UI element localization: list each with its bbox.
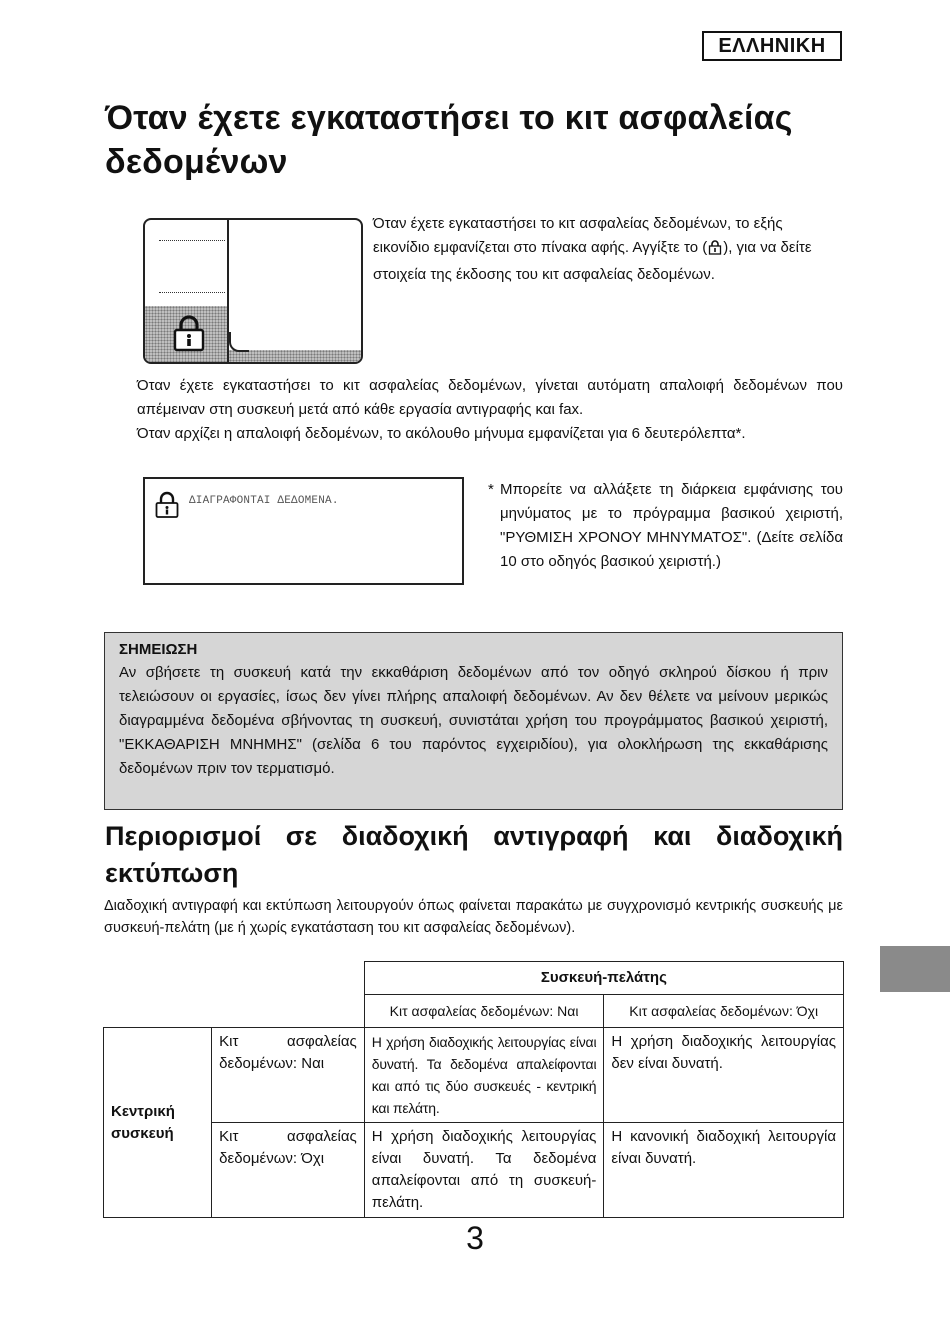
intro-paragraph: Όταν έχετε εγκαταστήσει το κιτ ασφαλείας δεδομένων, το εξής εικονίδιο εμφανίζεται στο πίνακα αφής. Αγγίξτε το ( ), για να δείτε στοιχεία της έκδοσης του κιτ ασφαλείας δεδομένων. [373, 215, 812, 283]
client-kit-no-header: Κιτ ασφαλείας δεδομένων: Όχι [604, 995, 844, 1028]
page-title: Όταν έχετε εγκαταστήσει το κιτ ασφαλείας δεδομένων [105, 99, 793, 181]
table-empty-corner [104, 995, 365, 1028]
panel-screen-corner [229, 332, 249, 352]
section-intro: Διαδοχική αντιγραφή και εκτύπωση λειτουργούν όπως φαίνεται παρακάτω με συγχρονισμό κεντρικής συσκευής με συσκευή-πελάτη (με ή χωρίς εγκατάσταση του κιτ ασφαλείας δεδομένων). [104, 898, 843, 936]
section-title: Περιορισμοί σε διαδοχική αντιγραφή και διαδοχική εκτύπωση [105, 821, 843, 888]
table-header-row [104, 962, 844, 995]
master-kit-no-header: Κιτ ασφαλείας δεδομένων: Όχι [212, 1123, 365, 1218]
cell-no-yes: Η χρήση διαδοχικής λειτουργίας είναι δυνατή. Τα δεδομένα απαλείφονται από τη συσκευή-πελάτη. [364, 1123, 604, 1218]
table-subheader-row [104, 995, 844, 1028]
footnote-marker: * [488, 481, 494, 498]
clearing-message-box [143, 477, 464, 585]
clearing-message-text: ΔΙΑΓΡΑΦΟΝΤΑΙ ΔΕΔΟΜΕΝΑ. [189, 495, 339, 507]
note-title: ΣΗΜΕΙΩΣΗ [119, 641, 198, 658]
panel-left-column [145, 220, 229, 362]
note-body: Αν σβήσετε τη συσκευή κατά την εκκαθάριση δεδομένων από τον οδηγό σκληρού δίσκου ή πριν τελειώσουν οι εργασίες, ίσως δεν γίνει πλήρης απαλοιφή δεδομένων. Αν δεν θέλετε να μείνουν μερικώς διαγραμμένα δεδομένα σβήνοντας τη συσκευή, συνιστάται χρήση του προγράμματος βασικού χειριστή, "ΕΚΚΑΘΑΡΙΣΗ ΜΝΗΜΗΣ" (σελίδα 6 του παρόντος εγχειριδίου), για ολοκλήρωση της εκκαθάρισης δεδομένων πριν τον τερματισμό. [119, 664, 828, 777]
table-empty-corner [104, 962, 365, 995]
footnote-text: Μπορείτε να αλλάξετε τη διάρκεια εμφάνισης του μηνύματος με το πρόγραμμα βασικού χειριστή, "ΡΥΘΜΙΣΗ ΧΡΟΝΟΥ ΜΗΝΥΜΑΤΟΣ". (Δείτε σελίδα 10 στο οδηγός βασικού χειριστή.) [500, 481, 843, 570]
cell-no-no: Η κανονική διαδοχική λειτουργία είναι δυνατή. [604, 1123, 844, 1218]
language-badge: ΕΛΛΗΝΙΚΗ [702, 31, 842, 61]
tandem-restrictions-table [103, 961, 844, 1218]
master-kit-yes-header: Κιτ ασφαλείας δεδομένων: Ναι [212, 1028, 365, 1123]
section-tab-marker [880, 946, 950, 992]
touch-panel-illustration [143, 218, 363, 364]
panel-divider [159, 240, 225, 241]
cell-yes-no: Η χρήση διαδοχικής λειτουργίας δεν είναι δυνατή. [604, 1028, 844, 1123]
cell-yes-yes: Η χρήση διαδοχικής λειτουργίας είναι δυνατή. Τα δεδομένα απαλείφονται και από τις δύο συσκευές - κεντρική και πελάτη. [364, 1028, 604, 1123]
lock-icon [173, 314, 205, 357]
table-row [104, 1028, 844, 1123]
auto-clear-paragraph: Όταν έχετε εγκαταστήσει το κιτ ασφαλείας δεδομένων, γίνεται αυτόματη απαλοιφή δεδομένων που απέμειναν στη συσκευή μετά από κάθε εργασία αντιγραφής και fax. [137, 377, 843, 418]
panel-divider [159, 292, 225, 293]
auto-clear-message-paragraph: Όταν αρχίζει η απαλοιφή δεδομένων, το ακόλουθο μήνυμα εμφανίζεται για 6 δευτερόλεπτα*. [137, 425, 746, 442]
master-device-header: Κεντρική συσκευή [104, 1028, 212, 1218]
table-row [104, 1123, 844, 1218]
client-kit-yes-header: Κιτ ασφαλείας δεδομένων: Ναι [364, 995, 604, 1028]
client-device-header: Συσκευή-πελάτης [364, 962, 843, 995]
lock-icon [155, 491, 179, 524]
page-number: 3 [466, 1220, 484, 1256]
lock-icon [708, 239, 722, 263]
note-box [104, 632, 843, 810]
